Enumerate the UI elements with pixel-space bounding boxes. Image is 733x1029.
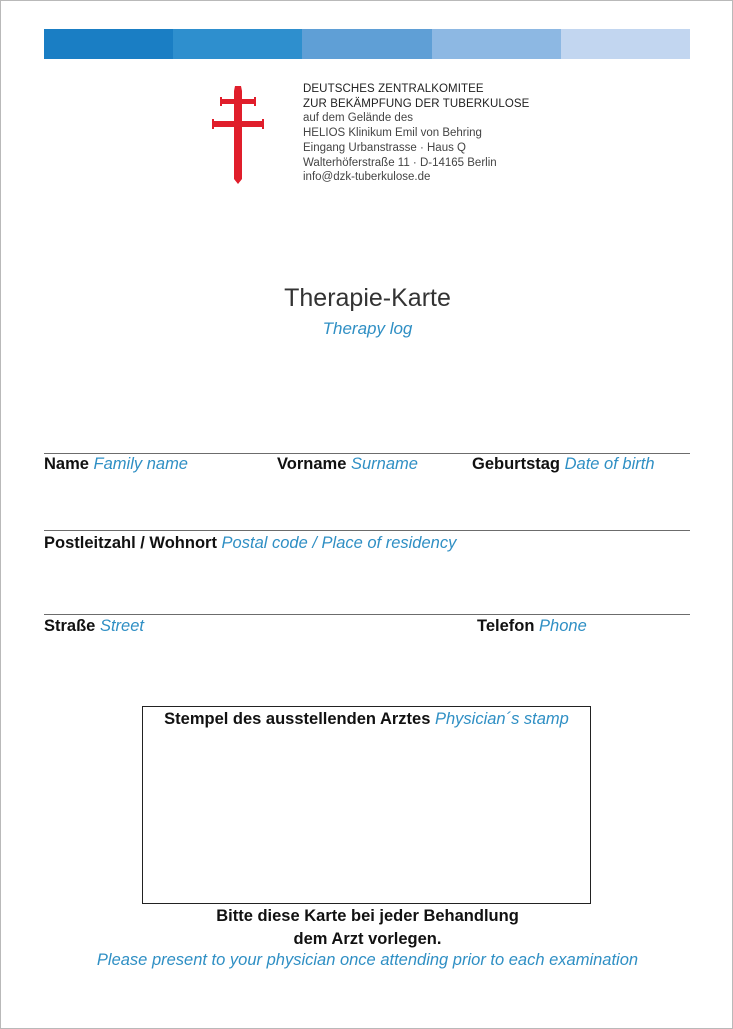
postal-code-label: Postleitzahl / Wohnort	[44, 534, 217, 552]
stamp-label	[143, 710, 590, 729]
organization-address	[303, 82, 529, 185]
geburtstag-label: Geburtstag	[472, 455, 561, 473]
street-field[interactable]	[44, 617, 144, 636]
page-subtitle: Therapy log	[322, 319, 413, 338]
street-label-en: Street	[99, 617, 144, 635]
instruction-line-2: dem Arzt vorlegen.	[293, 930, 442, 948]
band-segment-3	[302, 29, 431, 59]
phone-label-en: Phone	[539, 617, 587, 635]
field-rule-1	[44, 453, 690, 454]
vorname-label: Vorname	[277, 455, 347, 473]
vorname-label-en: Surname	[350, 455, 418, 473]
band-segment-2	[173, 29, 302, 59]
org-name-line-2: ZUR BEKÄMPFUNG DER TUBERKULOSE	[303, 97, 530, 110]
field-rule-2	[44, 530, 690, 531]
page-title: Therapie-Karte	[284, 284, 451, 312]
vorname-field[interactable]	[277, 455, 418, 474]
name-label-en: Family name	[93, 455, 188, 473]
phone-label: Telefon	[477, 617, 535, 635]
stamp-label-de: Stempel des ausstellenden Arztes	[164, 710, 431, 728]
org-address-line-4: HELIOS Klinikum Emil von Behring	[303, 127, 482, 140]
instruction-english: Please present to your physician once attending prior to each examination	[96, 951, 639, 969]
band-segment-5	[561, 29, 690, 59]
org-address-line-3: auf dem Gelände des	[303, 112, 413, 125]
field-rule-3	[44, 614, 690, 615]
org-address-line-6: Walterhöferstraße 11 · D-14165 Berlin	[303, 156, 497, 169]
stamp-label-en: Physician´s stamp	[434, 710, 569, 728]
band-segment-4	[432, 29, 561, 59]
geburtstag-label-en: Date of birth	[564, 455, 655, 473]
org-address-line-5: Eingang Urbanstrasse · Haus Q	[303, 141, 466, 154]
street-label: Straße	[44, 617, 96, 635]
phone-field[interactable]	[477, 617, 587, 636]
name-field[interactable]	[44, 455, 188, 474]
postal-code-label-en: Postal code / Place of residency	[221, 534, 457, 552]
header-color-band	[44, 29, 690, 59]
geburtstag-field[interactable]	[472, 455, 655, 474]
lorraine-cross-icon	[211, 85, 265, 185]
name-label: Name	[44, 455, 89, 473]
org-name-line-1: DEUTSCHES ZENTRALKOMITEE	[303, 83, 484, 95]
instruction-line-1: Bitte diese Karte bei jeder Behandlung	[216, 907, 519, 925]
band-segment-1	[44, 29, 173, 59]
org-email: info@dzk-tuberkulose.de	[303, 171, 431, 184]
postal-code-field[interactable]	[44, 534, 456, 553]
physician-stamp-box[interactable]	[142, 706, 591, 904]
